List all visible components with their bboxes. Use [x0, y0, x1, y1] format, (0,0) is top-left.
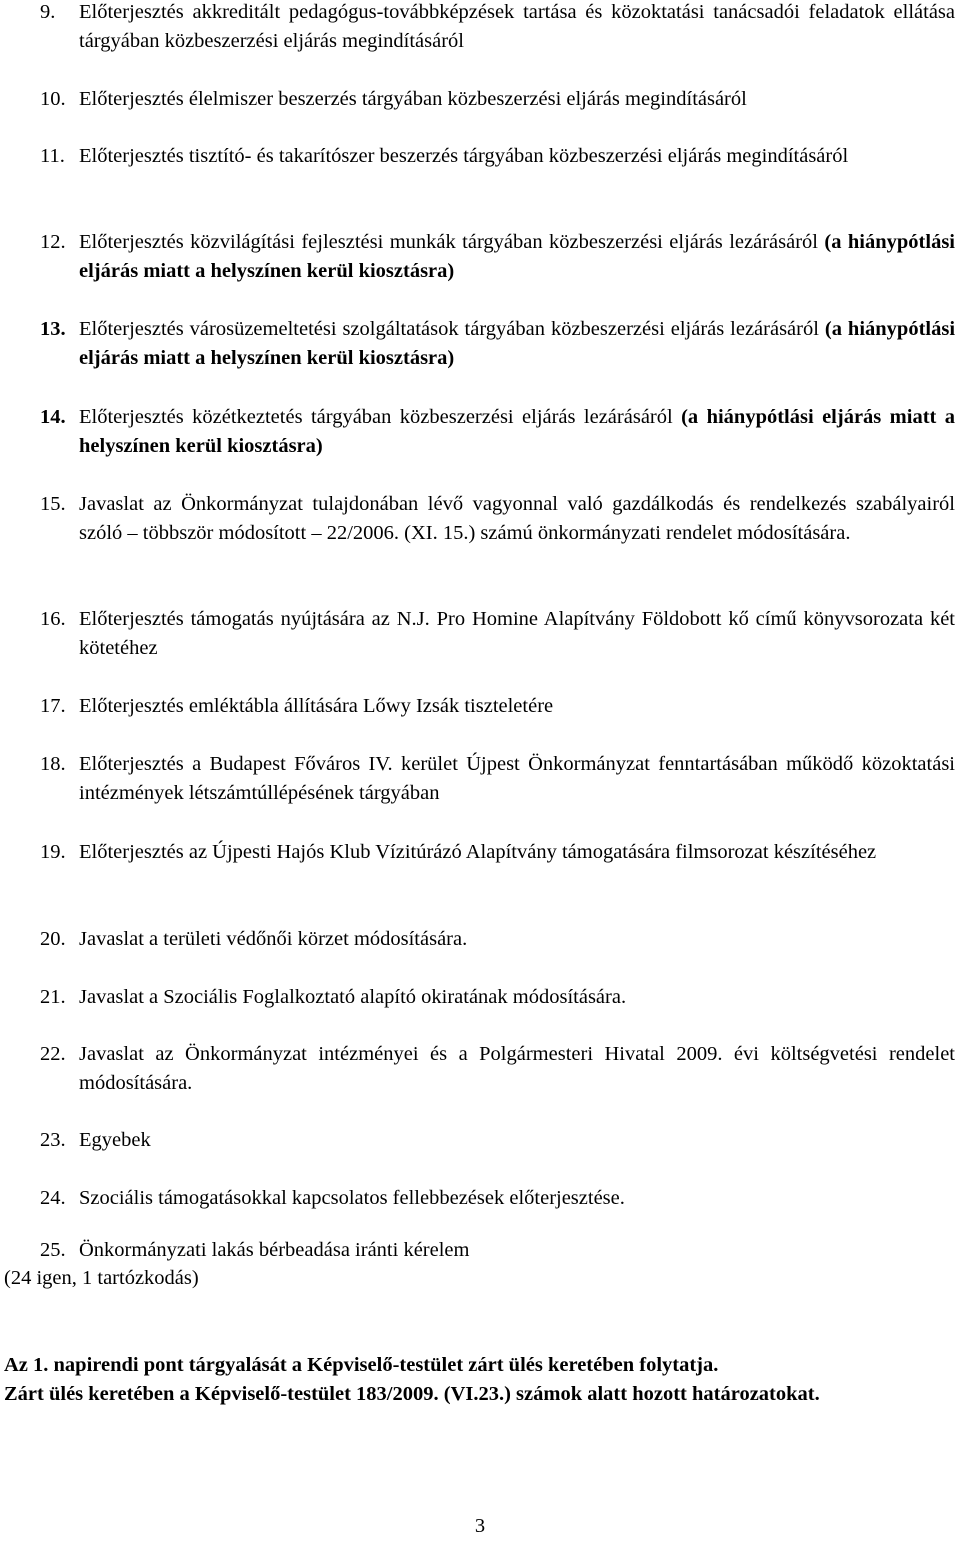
list-item	[40, 1236, 955, 1265]
page-number: 3	[474, 1515, 486, 1537]
item-text: Javaslat az Önkormányzat tulajdonában lévő vagyonnal való gazdálkodás és rendelkezés szabályairól szóló – többször módosított – 22/2006. (XI. 15.) számú önkormányzati rendelet módosítására.	[79, 493, 955, 544]
list-item	[40, 85, 955, 114]
item-text: Előterjesztés az Újpesti Hajós Klub Vízitúrázó Alapítvány támogatására filmsorozat készítéséhez	[79, 841, 877, 863]
list-item	[40, 142, 955, 171]
item-text: Egyebek	[79, 1129, 151, 1151]
closing-paragraph	[4, 1351, 956, 1409]
item-text: Előterjesztés akkreditált pedagógus-továbbképzések tartása és közoktatási tanácsadói feladatok ellátása tárgyában közbeszerzési eljárás megindításáról	[79, 1, 955, 52]
item-text: Javaslat az Önkormányzat intézményei és a Polgármesteri Hivatal 2009. évi költségvetési rendelet módosítására.	[79, 1043, 955, 1094]
item-text: Előterjesztés emléktábla állítására Lőwy Izsák tiszteletére	[79, 695, 554, 717]
list-item	[40, 0, 955, 56]
list-item	[40, 925, 955, 954]
item-text-main: Előterjesztés közétkeztetés tárgyában közbeszerzési eljárás lezárásáról	[79, 406, 673, 428]
list-item	[40, 692, 955, 721]
item-text: Előterjesztés támogatás nyújtására az N.J. Pro Homine Alapítvány Földobott kő című könyvsorozata két kötetéhez	[79, 608, 955, 659]
item-number: 21.	[40, 986, 66, 1008]
item-number: 13.	[40, 318, 66, 340]
list-item	[40, 403, 955, 461]
list-item	[40, 750, 955, 808]
item-number: 9.	[40, 1, 56, 23]
list-item	[40, 315, 955, 373]
item-number: 23.	[40, 1129, 66, 1151]
item-number: 19.	[40, 841, 66, 863]
item-text: Előterjesztés a Budapest Főváros IV. kerület Újpest Önkormányzat fenntartásában működő közoktatási intézmények létszámtúllépésének tárgyában	[79, 753, 955, 804]
list-item	[40, 1040, 955, 1098]
item-text	[79, 403, 955, 461]
item-text: Előterjesztés tisztító- és takarítószer beszerzés tárgyában közbeszerzési eljárás megindításáról	[79, 145, 849, 167]
item-text-note: (a hiánypótlási eljárás miatt a helyszínen kerül kiosztásra)	[79, 318, 956, 369]
list-item	[40, 838, 955, 867]
item-text	[79, 228, 955, 286]
list-item	[40, 983, 955, 1012]
list-item	[40, 490, 955, 548]
list-item	[40, 1184, 955, 1213]
closing-line-1: Az 1. napirendi pont tárgyalását a Képviselő-testület zárt ülés keretében folytatja.	[4, 1354, 719, 1376]
item-text: Előterjesztés élelmiszer beszerzés tárgyában közbeszerzési eljárás megindításáról	[79, 88, 747, 110]
list-item	[40, 1126, 955, 1155]
item-text: Javaslat a területi védőnői körzet módosítására.	[79, 928, 468, 950]
item-number: 16.	[40, 608, 66, 630]
item-number: 18.	[40, 753, 66, 775]
closing-line-2: Zárt ülés keretében a Képviselő-testület 183/2009. (VI.23.) számok alatt hozott határozatokat.	[4, 1383, 820, 1405]
item-number: 24.	[40, 1187, 66, 1209]
item-number: 22.	[40, 1043, 66, 1065]
item-text-note: (a hiánypótlási eljárás miatt a helyszínen kerül kiosztásra)	[79, 231, 955, 282]
item-number: 12.	[40, 231, 66, 253]
item-number: 15.	[40, 493, 66, 515]
item-text-main: Előterjesztés közvilágítási fejlesztési munkák tárgyában közbeszerzési eljárás lezárásáról	[79, 231, 818, 253]
item-text	[79, 315, 955, 373]
item-number: 14.	[40, 406, 66, 428]
item-text: Szociális támogatásokkal kapcsolatos fellebbezések előterjesztése.	[79, 1187, 625, 1209]
list-item	[40, 605, 955, 663]
item-number: 25.	[40, 1239, 66, 1261]
item-text: Javaslat a Szociális Foglalkoztató alapító okiratának módosítására.	[79, 986, 627, 1008]
item-number: 17.	[40, 695, 66, 717]
item-text-note: (a hiánypótlási eljárás miatt a helyszínen kerül kiosztásra)	[79, 406, 956, 457]
vote-result: (24 igen, 1 tartózkodás)	[4, 1267, 199, 1289]
item-number: 11.	[40, 145, 65, 167]
list-item	[40, 228, 955, 286]
item-number: 10.	[40, 88, 66, 110]
item-text: Önkormányzati lakás bérbeadása iránti kérelem	[79, 1239, 470, 1261]
item-text-main: Előterjesztés városüzemeltetési szolgáltatások tárgyában közbeszerzési eljárás lezárásáról	[79, 318, 819, 340]
item-number: 20.	[40, 928, 66, 950]
